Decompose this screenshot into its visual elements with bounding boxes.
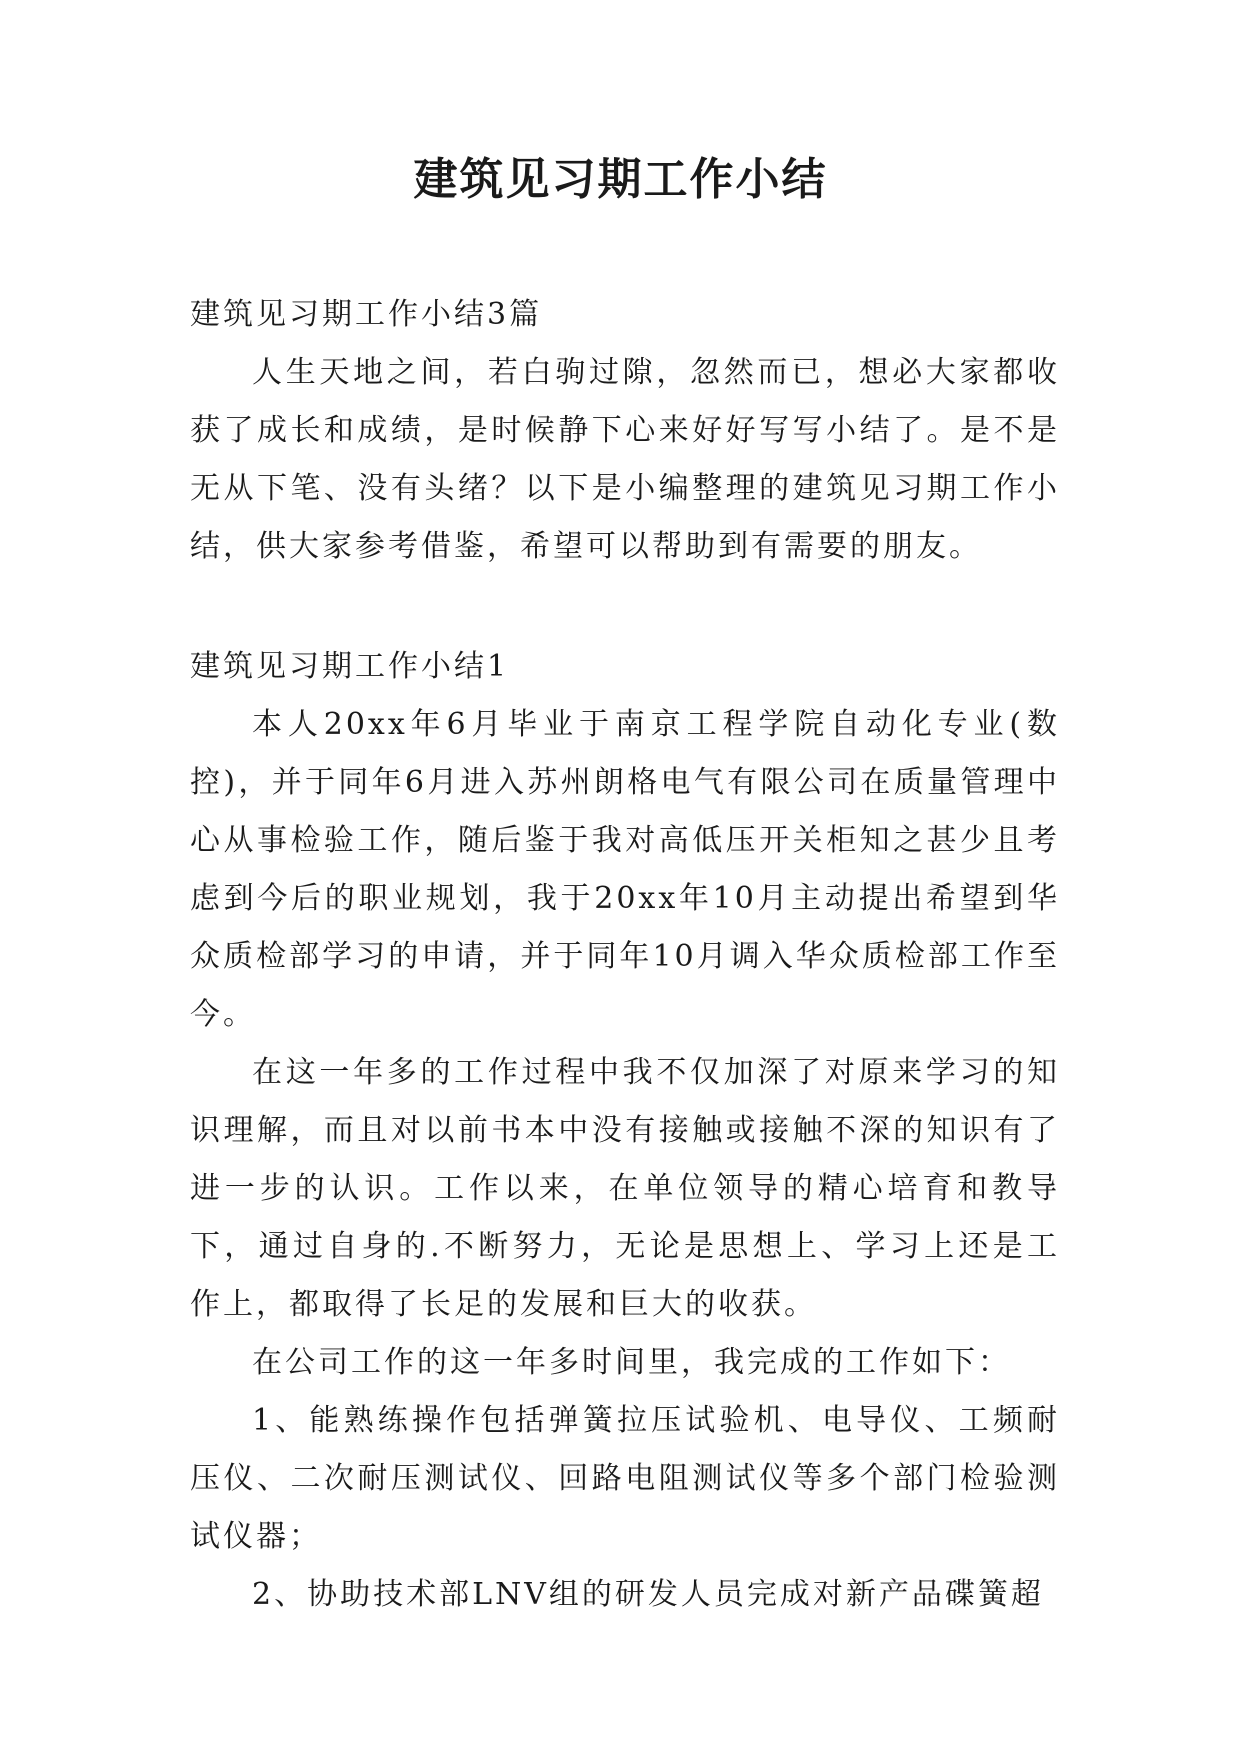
document-body [190, 286, 1060, 1624]
intro-paragraph: 人生天地之间，若白驹过隙，忽然而已，想必大家都收获了成长和成绩，是时候静下心来好好写写小结了。是不是无从下笔、没有头绪？以下是小编整理的建筑见习期工作小结，供大家参考借鉴，希望可以帮助到有需要的朋友。 [190, 355, 1060, 564]
section-heading: 建筑见习期工作小结1 [190, 649, 510, 684]
section-spacer [190, 576, 1060, 638]
list-item: 2、协助技术部LNV组的研发人员完成对新产品碟簧超 [252, 1577, 1044, 1612]
body-paragraph: 在公司工作的这一年多时间里，我完成的工作如下： [252, 1345, 1011, 1380]
document-title: 建筑见习期工作小结 [413, 154, 828, 205]
list-item: 1、能熟练操作包括弹簧拉压试验机、电导仪、工频耐压仪、二次耐压测试仪、回路电阻测试仪等多个部门检验测试仪器； [190, 1403, 1060, 1554]
document-subtitle: 建筑见习期工作小结3篇 [190, 297, 543, 332]
body-paragraph: 在这一年多的工作过程中我不仅加深了对原来学习的知识理解，而且对以前书本中没有接触或接触不深的知识有了进一步的认识。工作以来，在单位领导的精心培育和教导下，通过自身的.不断努力，无论是思想上、学习上还是工作上，都取得了长足的发展和巨大的收获。 [190, 1055, 1060, 1322]
body-paragraph: 本人20xx年6月毕业于南京工程学院自动化专业(数控)，并于同年6月进入苏州朗格电气有限公司在质量管理中心从事检验工作，随后鉴于我对高低压开关柜知之甚少且考虑到今后的职业规划，我于20xx年10月主动提出希望到华众质检部学习的申请，并于同年10月调入华众质检部工作至今。 [190, 707, 1060, 1032]
